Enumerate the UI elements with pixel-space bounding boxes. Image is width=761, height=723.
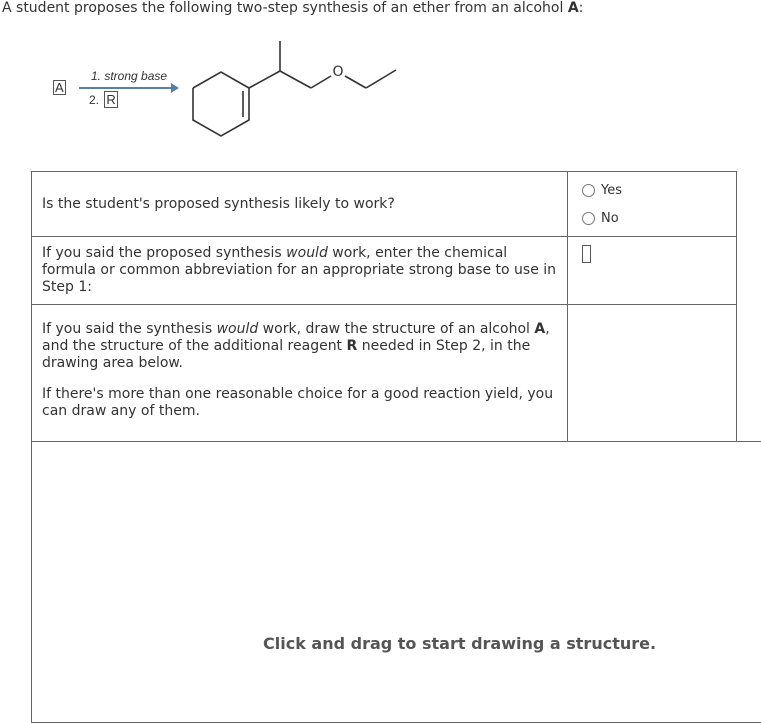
question1-text: Is the student's proposed synthesis likely to work? — [32, 172, 568, 237]
question3-text — [32, 305, 568, 442]
radio-yes-circle[interactable] — [582, 184, 595, 197]
drawing-hint: Click and drag to start drawing a structure. — [263, 634, 657, 653]
base-formula-cell — [568, 237, 737, 305]
radio-no[interactable]: No — [582, 204, 722, 232]
reagent-r-label: R — [106, 92, 116, 107]
base-formula-input[interactable] — [582, 245, 591, 263]
radio-yes[interactable]: Yes — [582, 176, 722, 204]
alcohol-a-label: A — [55, 80, 64, 95]
question3-paragraph1: If you said the synthesis would work, draw the structure of an alcohol A, and the structure of the additional reagent R needed in Step 2, in the drawing area below. — [42, 321, 550, 371]
intro-text: A student proposes the following two-step synthesis of an ether from an alcohol A: — [2, 0, 584, 16]
step1-condition: 1. strong base — [91, 69, 168, 83]
drawing-area[interactable] — [31, 441, 761, 723]
ether-product-structure — [0, 0, 761, 150]
step2-condition: 2. R — [89, 92, 116, 107]
question3-paragraph2: If there's more than one reasonable choice for a good reaction yield, you can draw any of them. — [42, 386, 554, 419]
question2-text: If you said the proposed synthesis would work, enter the chemical formula or common abbreviation for an appropriate strong base to use in Step 1: — [32, 237, 568, 305]
yes-no-cell — [568, 172, 737, 237]
radio-no-circle[interactable] — [582, 212, 595, 225]
empty-answer-cell — [568, 305, 737, 442]
oxygen-atom: O — [332, 64, 344, 80]
question-table — [31, 171, 737, 442]
